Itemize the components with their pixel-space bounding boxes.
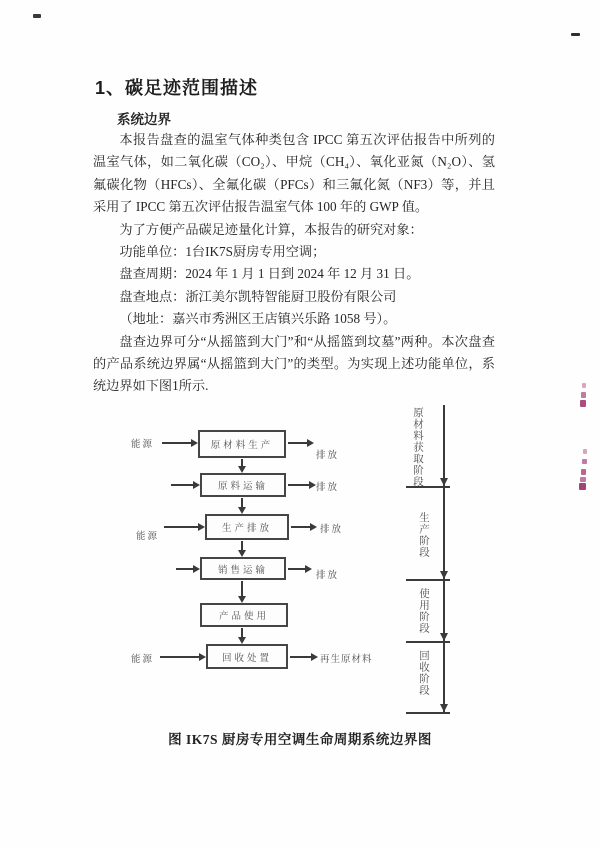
flow-box-recycling-disposal: 回收处置 — [206, 644, 288, 669]
stage-label-recycling: 回收阶段 — [418, 650, 429, 696]
arrow-box4-to-box5 — [241, 581, 243, 597]
stage-axis-arrowhead-3 — [440, 633, 448, 641]
stage-axis-line — [443, 405, 445, 713]
stage-label-raw-material-acquisition: 原材料获取阶段 — [412, 407, 423, 488]
paragraph-inventory-period: 盘查周期：2024 年 1 月 1 日到 2024 年 12 月 31 日。 — [119, 266, 420, 282]
flow-box-product-use: 产品使用 — [200, 603, 288, 627]
arrow-box5-to-box6 — [241, 628, 243, 638]
arrow-recycling-to-recycled-material — [290, 656, 312, 658]
arrow-energy-to-production-emission — [164, 526, 199, 528]
paragraph-inventory-site: 盘查地点：浙江美尔凯特智能厨卫股份有限公司 — [119, 288, 397, 304]
arrow-box2-to-box3 — [241, 498, 243, 508]
arrow-raw-material-production-to-emission — [288, 442, 308, 444]
flow-box-raw-material-production: 原材料生产 — [198, 430, 286, 458]
arrow-sales-transport-to-emission — [288, 568, 306, 570]
emission-label-2: 排放 — [316, 483, 340, 493]
section-title: 1、碳足迹范围描述 — [95, 78, 259, 98]
flow-box-production-emission: 生产排放 — [205, 514, 289, 540]
stage-axis-tick-2 — [406, 579, 450, 581]
arrow-energy-to-raw-material-production — [162, 442, 192, 444]
figure-caption: 图 IK7S 厨房专用空调生命周期系统边界图 — [168, 732, 432, 747]
arrow-box1-to-box2 — [241, 459, 243, 467]
emission-label-3: 排放 — [320, 525, 344, 535]
paragraph-greenhouse-gases: 本报告盘查的温室气体种类包含 IPCC 第五次评估报告中所列的温室气体，如二氧化碳（CO₂）、甲烷（CH₄）、氧化亚氮（N₂O）、氢氟碳化物（HFCs）、全氟化碳（PFCs）和三氟化氮（NF3）等，并且采用了 IPCC 第五次评估报告温室气体 100 年的 GWP 值。 — [93, 132, 495, 215]
arrow-production-to-emission — [291, 526, 311, 528]
energy-label-1: 能源 — [131, 440, 155, 450]
arrow-energy-to-recycling-disposal — [160, 656, 200, 658]
stage-axis-arrowhead-4 — [440, 704, 448, 712]
emission-label-1: 排放 — [316, 451, 340, 461]
arrow-box3-to-box4 — [241, 541, 243, 551]
flow-box-sales-transport: 销售运输 — [200, 557, 286, 580]
energy-label-2: 能源 — [136, 532, 160, 542]
stage-axis-tick-4 — [406, 712, 450, 714]
arrow-into-material-transport — [171, 484, 194, 486]
stage-axis-arrowhead-1 — [440, 478, 448, 486]
recycled-material-label: 再生原材料 — [320, 655, 373, 665]
subsection-title: 系统边界 — [117, 112, 171, 127]
flow-box-material-transport: 原料运输 — [200, 473, 286, 497]
stage-label-production: 生产阶段 — [418, 512, 429, 558]
emission-label-4: 排放 — [316, 571, 340, 581]
stage-axis-tick-3 — [406, 641, 450, 643]
paragraph-address: （地址：嘉兴市秀洲区王店镇兴乐路 1058 号）。 — [119, 311, 397, 327]
stage-label-use: 使用阶段 — [418, 588, 429, 634]
paragraph-boundary-type: 盘查边界可分“从摇篮到大门”和“从摇篮到坟墓”两种。本次盘查的产品系统边界属“从摇篮到大门”的类型。为实现上述功能单位，系统边界如下图1所示. — [93, 333, 495, 394]
arrow-into-sales-transport — [176, 568, 194, 570]
arrow-material-transport-to-emission — [288, 484, 310, 486]
paragraph-study-object: 为了方便产品碳足迹量化计算，本报告的研究对象： — [119, 221, 423, 237]
stage-axis-arrowhead-2 — [440, 571, 448, 579]
paragraph-functional-unit: 功能单位：1台IK7S厨房专用空调； — [119, 244, 326, 260]
energy-label-3: 能源 — [131, 655, 155, 665]
